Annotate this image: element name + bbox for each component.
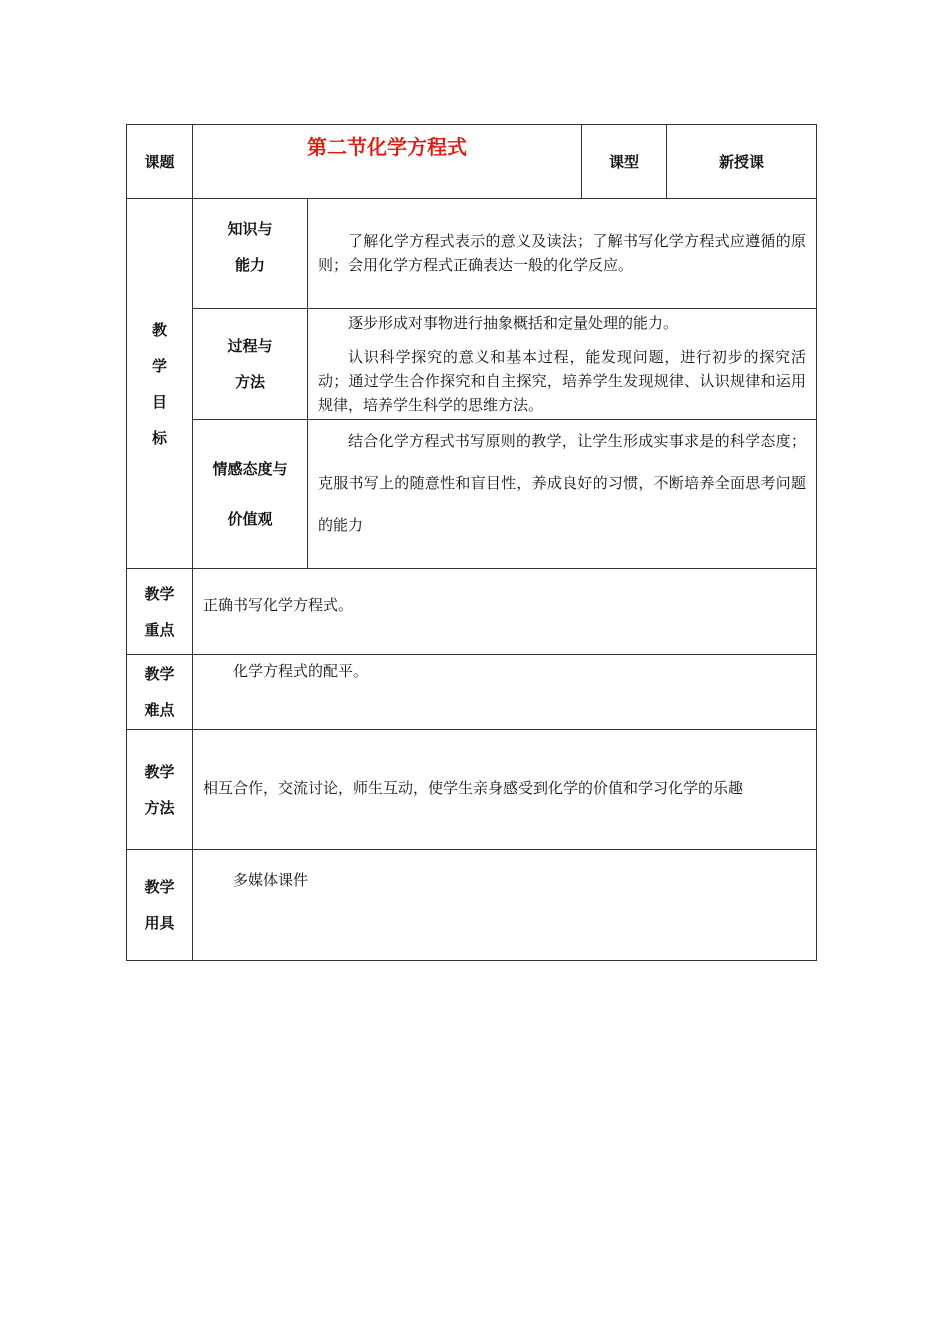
knowledge-label-cell [193,199,308,309]
process-paragraph: 认识科学探究的意义和基本过程，能发现问题，进行初步的探究活动；通过学生合作探究和自主探究，培养学生发现规律、认识规律和运用规律，培养学生科学的思维方法。 [318,348,806,414]
tools-content-cell [193,850,817,961]
difficulty-label-line: 难点 [144,701,175,719]
objective-process-row [127,309,817,420]
objective-emotion-row [127,420,817,569]
difficulty-row [127,655,817,730]
type-value: 新授课 [718,152,764,171]
header-row [127,125,817,199]
method-text: 相互合作，交流讨论，师生互动，使学生亲身感受到化学的价值和学习化学的乐趣 [203,778,744,797]
difficulty-content-cell [193,655,817,730]
type-value-cell [667,125,817,199]
process-content-cell [308,309,817,420]
process-label-line: 过程与 [227,337,273,355]
objectives-label-char: 学 [151,356,167,375]
emotion-label-cell [193,420,308,569]
knowledge-label-line: 能力 [234,256,265,274]
tools-label-line: 用具 [144,914,175,932]
method-label-line: 方法 [144,798,175,817]
lesson-plan-table [126,124,817,961]
emotion-content-cell [308,420,817,569]
objective-knowledge-row [127,199,817,309]
topic-label: 课题 [144,152,175,171]
difficulty-label-line: 教学 [144,665,175,683]
tools-label-line: 教学 [144,878,175,896]
key-point-label-line: 重点 [144,620,175,639]
key-point-label-line: 教学 [144,584,175,603]
tools-row [127,850,817,961]
key-point-text: 正确书写化学方程式。 [203,596,354,614]
emotion-label-line: 情感态度与 [212,460,288,478]
method-label-line: 教学 [144,762,175,781]
topic-label-cell [127,125,193,199]
knowledge-label-line: 知识与 [227,220,273,238]
type-label: 课型 [608,152,639,171]
tools-label-cell [127,850,193,961]
key-point-content-cell [193,569,817,655]
objectives-label-char: 教 [151,320,167,339]
knowledge-text: 了解化学方程式表示的意义及读法；了解书写化学方程式应遵循的原则；会用化学方程式正确表达一般的化学反应。 [318,232,806,274]
emotion-text: 结合化学方程式书写原则的教学，让学生形成实事求是的科学态度；克服书写上的随意性和盲目性，养成良好的习惯，不断培养全面思考问题的能力 [318,432,806,534]
difficulty-text: 化学方程式的配平。 [233,662,369,680]
objectives-label-char: 标 [151,428,167,447]
process-label-line: 方法 [234,373,265,391]
knowledge-content-cell [308,199,817,309]
key-point-label-cell [127,569,193,655]
lesson-title: 第二节化学方程式 [307,135,467,159]
process-paragraph: 逐步形成对事物进行抽象概括和定量处理的能力。 [348,314,679,332]
method-label-cell [127,730,193,850]
tools-text: 多媒体课件 [233,871,309,889]
key-point-row [127,569,817,655]
type-label-cell [582,125,667,199]
emotion-label-line: 价值观 [227,510,273,528]
method-content-cell [193,730,817,850]
process-label-cell [193,309,308,420]
objectives-label-char: 目 [151,392,167,411]
objectives-label-cell [127,199,193,569]
title-cell [193,125,582,199]
method-row [127,730,817,850]
difficulty-label-cell [127,655,193,730]
